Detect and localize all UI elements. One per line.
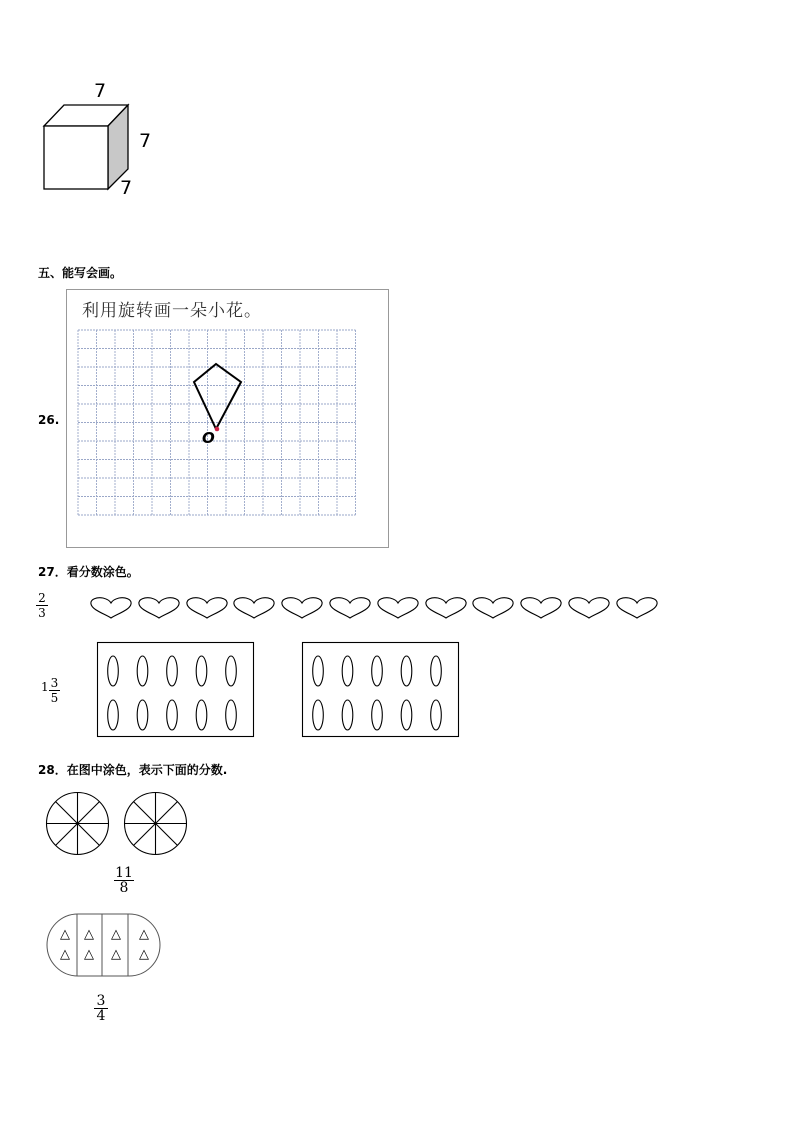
triangle-symbol: △ — [111, 947, 121, 962]
sector-circle[interactable] — [45, 791, 111, 857]
q27-title: 27．看分数涂色。 — [38, 565, 139, 579]
circle-fraction — [114, 866, 134, 895]
triangle-symbol: △ — [60, 927, 70, 942]
cube-depth-label: 7 — [120, 177, 133, 199]
oval-shape[interactable] — [313, 656, 324, 686]
q26-grid — [78, 330, 359, 526]
oval-fraction-numerator: 3 — [96, 993, 106, 1009]
oval-shape[interactable] — [137, 656, 148, 686]
oval-shape[interactable] — [372, 656, 383, 686]
oval-shape[interactable] — [167, 700, 178, 730]
oval-shape[interactable] — [313, 700, 324, 730]
section-5-heading: 五、能写会画。 — [38, 266, 123, 280]
oval-fraction — [94, 994, 108, 1023]
oval-shape[interactable] — [372, 700, 383, 730]
oval-box — [97, 642, 255, 738]
heart-shape[interactable] — [138, 596, 180, 620]
triangle-symbol: △ — [84, 927, 94, 942]
heart-fraction-numerator: 2 — [38, 591, 46, 605]
oval-shape[interactable] — [431, 700, 442, 730]
rotation-point — [215, 427, 220, 432]
heart-shape[interactable] — [377, 596, 419, 620]
heart-shape[interactable] — [329, 596, 371, 620]
q26-number: 26. — [38, 413, 60, 427]
mixed-fraction-whole: 1 — [41, 680, 49, 694]
oval-shape[interactable] — [137, 700, 148, 730]
triangle-symbol: △ — [84, 947, 94, 962]
heart-fraction — [36, 591, 48, 620]
oval-shape[interactable] — [196, 656, 207, 686]
cube-top-label: 7 — [94, 80, 107, 102]
heart-shape[interactable] — [472, 596, 514, 620]
heart-shape[interactable] — [616, 596, 658, 620]
circle-fraction-numerator: 11 — [115, 865, 133, 881]
oval-shape[interactable] — [167, 656, 178, 686]
heart-shape[interactable] — [520, 596, 562, 620]
mixed-fraction-part — [49, 676, 60, 705]
stadium-figure — [46, 910, 162, 978]
oval-shape[interactable] — [226, 656, 237, 686]
heart-shape[interactable] — [281, 596, 323, 620]
kite-shape — [194, 364, 241, 429]
triangle-symbol: △ — [60, 947, 70, 962]
oval-shape[interactable] — [342, 656, 353, 686]
mixed-fraction-numerator: 3 — [50, 676, 59, 690]
oval-box — [302, 642, 460, 738]
heart-fraction-denominator: 3 — [38, 606, 46, 620]
heart-shape[interactable] — [233, 596, 275, 620]
cube-front-face — [44, 126, 108, 189]
oval-shape[interactable] — [401, 656, 412, 686]
triangle-symbol: △ — [111, 927, 121, 942]
oval-shape[interactable] — [226, 700, 237, 730]
triangle-symbol: △ — [139, 947, 149, 962]
oval-shape[interactable] — [108, 700, 119, 730]
heart-shape[interactable] — [186, 596, 228, 620]
q26-instruction: 利用旋转画一朵小花。 — [82, 301, 262, 321]
q28-title: 28．在图中涂色，表示下面的分数. — [38, 763, 228, 777]
oval-shape[interactable] — [108, 656, 119, 686]
oval-fraction-denominator: 4 — [96, 1008, 106, 1024]
heart-shape[interactable] — [425, 596, 467, 620]
cube-right-label: 7 — [139, 130, 152, 152]
oval-shape[interactable] — [401, 700, 412, 730]
oval-shape[interactable] — [431, 656, 442, 686]
sector-circle[interactable] — [123, 791, 189, 857]
heart-shape[interactable] — [568, 596, 610, 620]
oval-shape[interactable] — [196, 700, 207, 730]
triangle-symbol: △ — [139, 927, 149, 942]
circle-fraction-denominator: 8 — [119, 880, 129, 896]
oval-shape[interactable] — [342, 700, 353, 730]
cube-figure — [36, 78, 166, 203]
stadium-outline — [47, 914, 160, 976]
grid-lines — [78, 330, 356, 515]
mixed-fraction-denominator: 5 — [50, 691, 59, 705]
heart-shape[interactable] — [90, 596, 132, 620]
point-o-label: O — [202, 429, 215, 447]
